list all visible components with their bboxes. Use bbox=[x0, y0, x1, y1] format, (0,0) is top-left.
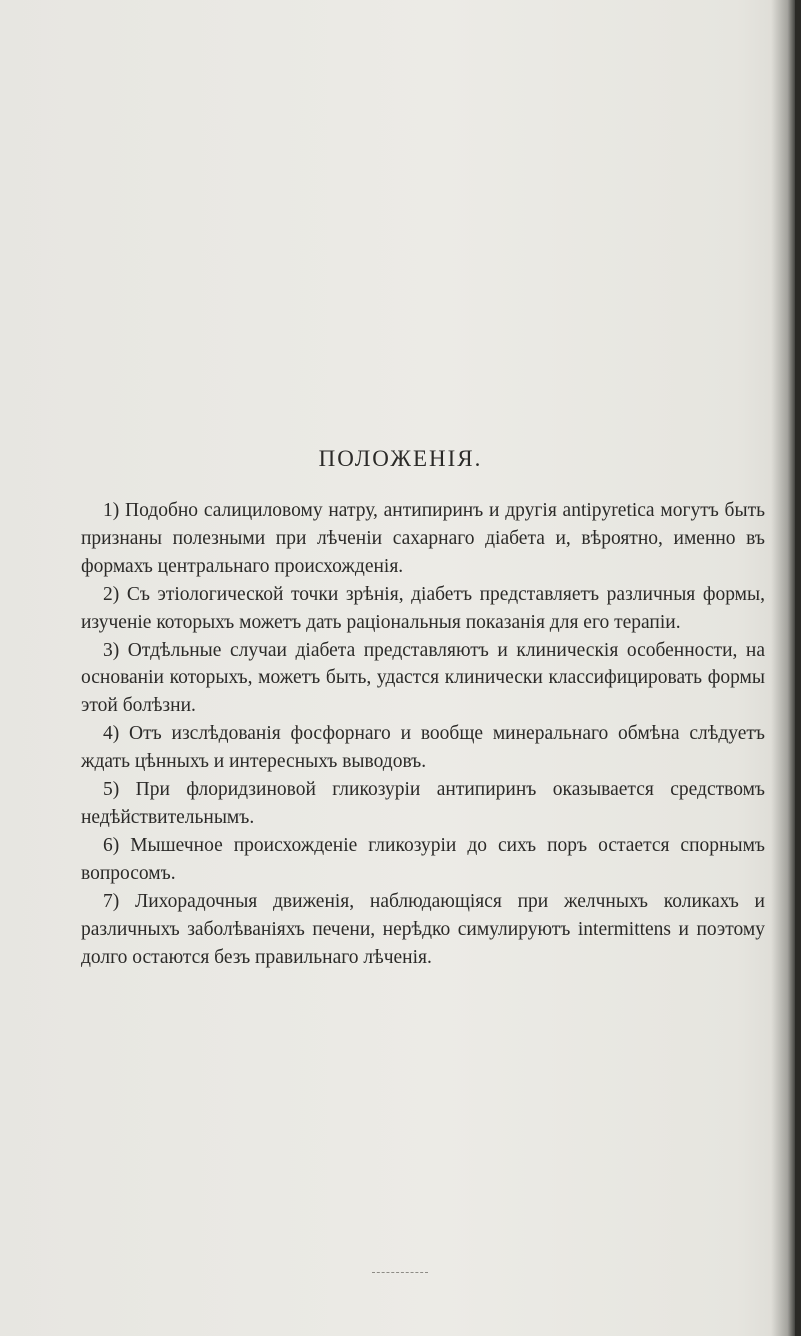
thesis-5: 5) При флоридзиновой гликозуріи антипиринъ оказывается средствомъ недѣйствительнымъ. bbox=[81, 779, 765, 828]
page-title: ПОЛОЖЕНІЯ. bbox=[318, 446, 483, 471]
thesis-3: 3) Отдѣльные случаи діабета представляютъ и клиническія особенности, на основаніи которыхъ, можетъ быть, удастся клинически классифицировать формы этой болѣзни. bbox=[81, 639, 765, 717]
closing-divider bbox=[372, 1272, 428, 1273]
thesis-6: 6) Мышечное происхожденіе гликозуріи до сихъ поръ остается спорнымъ вопросомъ. bbox=[81, 834, 765, 884]
page-edge-binding bbox=[795, 0, 801, 1336]
thesis-7: 7) Лихорадочныя движенія, наблюдающіяся при желчныхъ коликахъ и различныхъ заболѣваніяхъ печени, нерѣдко симулируютъ intermittens и поэтому долго остаются безъ правильнаго лѣченія. bbox=[81, 890, 765, 968]
thesis-4: 4) Отъ изслѣдованія фосфорнаго и вообще минеральнаго обмѣна слѣдуетъ ждать цѣнныхъ и интересныхъ выводовъ. bbox=[81, 723, 765, 773]
thesis-1: 1) Подобно салициловому натру, антипиринъ и другія antipyretica могутъ быть признаны полезными при лѣченіи сахарнаго діабета и, вѣроятно, именно въ формахъ центральнаго происхожденія. bbox=[81, 500, 765, 577]
thesis-2: 2) Съ этіологической точки зрѣнія, діабетъ представляетъ различныя формы, изученіе которыхъ можетъ дать раціональныя показанія для его терапіи. bbox=[81, 583, 765, 633]
theses-list bbox=[81, 497, 765, 971]
